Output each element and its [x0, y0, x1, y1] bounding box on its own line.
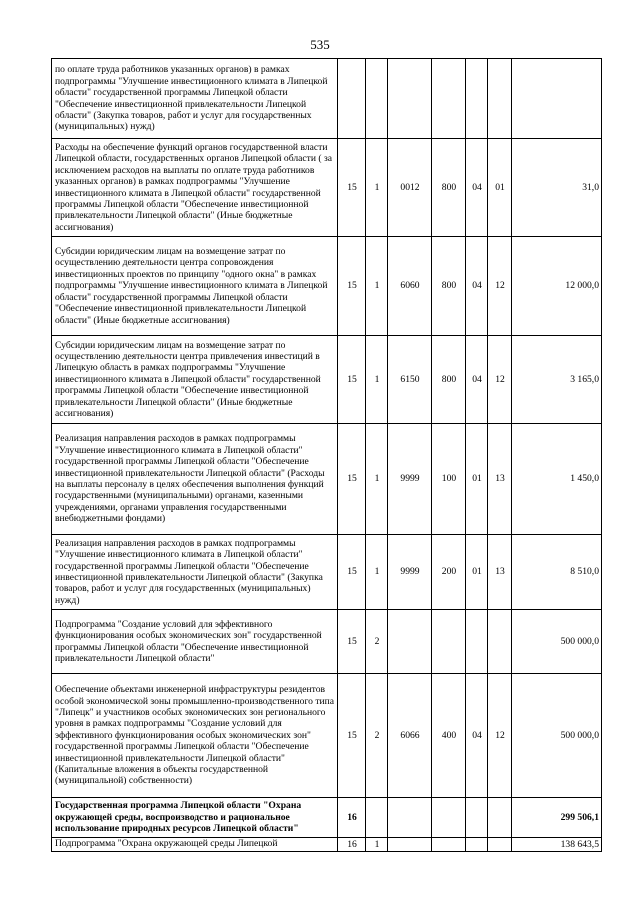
amount: 12 000,0: [512, 237, 602, 336]
row-description: Расходы на обеспечение функций органов государственной власти Липецкой области, государственных органов Липецкой области ( за исключением расходов на выплаты по оплате труда работников указанных органов) в рамках подпрограммы "Улучшение инвестиционного климата в Липецкой области" государственной программы Липецкой области "Обеспечение инвестиционной привлекательности Липецкой области" (Иные бюджетные ассигнования): [52, 139, 338, 237]
expense-type-code: 800: [432, 237, 466, 336]
amount: 500 000,0: [512, 674, 602, 798]
row-description: Подпрограмма "Создание условий для эффективного функционирования особых экономических зон" государственной программы Липецкой области "Обеспечение инвестиционной привлекательности Липецкой области": [52, 610, 338, 674]
direction-code: 9999: [388, 424, 432, 535]
direction-code: [388, 610, 432, 674]
budget-table: [51, 58, 602, 852]
program-code: 15: [338, 674, 366, 798]
section-code: 04: [466, 674, 488, 798]
program-code: [338, 59, 366, 139]
expense-type-code: [432, 838, 466, 852]
row-description: Реализация направления расходов в рамках подпрограммы "Улучшение инвестиционного климата в Липецкой области" государственной программы Липецкой области "Обеспечение инвестиционной привлекательности Липецкой области" (Закупка товаров, работ и услуг для государственных (муниципальных) нужд): [52, 535, 338, 610]
subsection-code: 01: [488, 139, 512, 237]
row-description: Подпрограмма "Охрана окружающей среды Липецкой: [52, 838, 338, 852]
amount: 299 506,1: [512, 798, 602, 838]
table-row: [52, 424, 602, 535]
direction-code: [388, 798, 432, 838]
amount: 8 510,0: [512, 535, 602, 610]
amount: 500 000,0: [512, 610, 602, 674]
subprogram-code: 2: [366, 674, 388, 798]
table-row: [52, 59, 602, 139]
expense-type-code: 800: [432, 336, 466, 424]
expense-type-code: 100: [432, 424, 466, 535]
program-code: 15: [338, 424, 366, 535]
subsection-code: [488, 798, 512, 838]
subsection-code: [488, 59, 512, 139]
subsection-code: [488, 610, 512, 674]
expense-type-code: 400: [432, 674, 466, 798]
subprogram-code: 1: [366, 139, 388, 237]
direction-code: [388, 59, 432, 139]
row-description: Государственная программа Липецкой области "Охрана окружающей среды, воспроизводство и рациональное использование природных ресурсов Липецкой области": [52, 798, 338, 838]
amount: [512, 59, 602, 139]
expense-type-code: [432, 798, 466, 838]
row-description: Обеспечение объектами инженерной инфраструктуры резидентов особой экономической зоны промышленно-производственного типа "Липецк" и участников особых экономических зон регионального уровня в рамках подпрограммы "Создание условий для эффективного функционирования особых экономических зон" государственной программы Липецкой области "Обеспечение инвестиционной привлекательности Липецкой области" (Капитальные вложения в объекты государственной (муниципальной) собственности): [52, 674, 338, 798]
subprogram-code: [366, 798, 388, 838]
section-code: 04: [466, 237, 488, 336]
subsection-code: 13: [488, 424, 512, 535]
expense-type-code: [432, 610, 466, 674]
section-code: [466, 610, 488, 674]
amount: 138 643,5: [512, 838, 602, 852]
section-code: 01: [466, 535, 488, 610]
subsection-code: [488, 838, 512, 852]
page-number: 535: [310, 37, 330, 52]
section-code: 01: [466, 424, 488, 535]
table-row: [52, 139, 602, 237]
program-code: 15: [338, 139, 366, 237]
subsection-code: 12: [488, 237, 512, 336]
section-code: [466, 838, 488, 852]
program-code: 16: [338, 838, 366, 852]
expense-type-code: [432, 59, 466, 139]
row-description: Субсидии юридическим лицам на возмещение затрат по осуществлению деятельности центра сопровождения инвестиционных проектов по принципу "одного окна" в рамках подпрограммы "Улучшение инвестиционного климата в Липецкой области" государственной программы Липецкой области "Обеспечение инвестиционной привлекательности Липецкой области" (Иные бюджетные ассигнования): [52, 237, 338, 336]
table-row: [52, 237, 602, 336]
subprogram-code: 1: [366, 838, 388, 852]
row-description: по оплате труда работников указанных органов) в рамках подпрограммы "Улучшение инвестиционного климата в Липецкой области" государственной программы Липецкой области "Обеспечение инвестиционной привлекательности Липецкой области" (Закупка товаров, работ и услуг для государственных (муниципальных) нужд): [52, 59, 338, 139]
program-code: 15: [338, 535, 366, 610]
subprogram-code: 1: [366, 424, 388, 535]
table-row: [52, 610, 602, 674]
subprogram-code: 1: [366, 535, 388, 610]
section-code: 04: [466, 139, 488, 237]
direction-code: [388, 838, 432, 852]
subsection-code: 12: [488, 674, 512, 798]
direction-code: 0012: [388, 139, 432, 237]
subprogram-code: [366, 59, 388, 139]
program-code: 15: [338, 336, 366, 424]
program-code: 16: [338, 798, 366, 838]
direction-code: 6066: [388, 674, 432, 798]
amount: 1 450,0: [512, 424, 602, 535]
section-code: [466, 59, 488, 139]
program-code: 15: [338, 610, 366, 674]
subprogram-code: 2: [366, 610, 388, 674]
table-row: [52, 535, 602, 610]
program-code: 15: [338, 237, 366, 336]
amount: 31,0: [512, 139, 602, 237]
table-row: [52, 838, 602, 852]
direction-code: 6150: [388, 336, 432, 424]
subsection-code: 13: [488, 535, 512, 610]
section-code: [466, 798, 488, 838]
subprogram-code: 1: [366, 336, 388, 424]
section-code: 04: [466, 336, 488, 424]
table-row: [52, 336, 602, 424]
direction-code: 9999: [388, 535, 432, 610]
subprogram-code: 1: [366, 237, 388, 336]
subsection-code: 12: [488, 336, 512, 424]
table-row: [52, 674, 602, 798]
direction-code: 6060: [388, 237, 432, 336]
table-row: [52, 798, 602, 838]
expense-type-code: 800: [432, 139, 466, 237]
amount: 3 165,0: [512, 336, 602, 424]
row-description: Субсидии юридическим лицам на возмещение затрат по осуществлению деятельности центра привлечения инвестиций в Липецкую область в рамках подпрограммы "Улучшение инвестиционного климата в Липецкой области" государственной программы Липецкой области "Обеспечение инвестиционной привлекательности Липецкой области" (Иные бюджетные ассигнования): [52, 336, 338, 424]
expense-type-code: 200: [432, 535, 466, 610]
row-description: Реализация направления расходов в рамках подпрограммы "Улучшение инвестиционного климата в Липецкой области" государственной программы Липецкой области "Обеспечение инвестиционной привлекательности Липецкой области" (Расходы на выплаты персоналу в целях обеспечения выполнения функций государственными (муниципальными) органами, казенными учреждениями, органами управления государственными внебюджетными фондами): [52, 424, 338, 535]
